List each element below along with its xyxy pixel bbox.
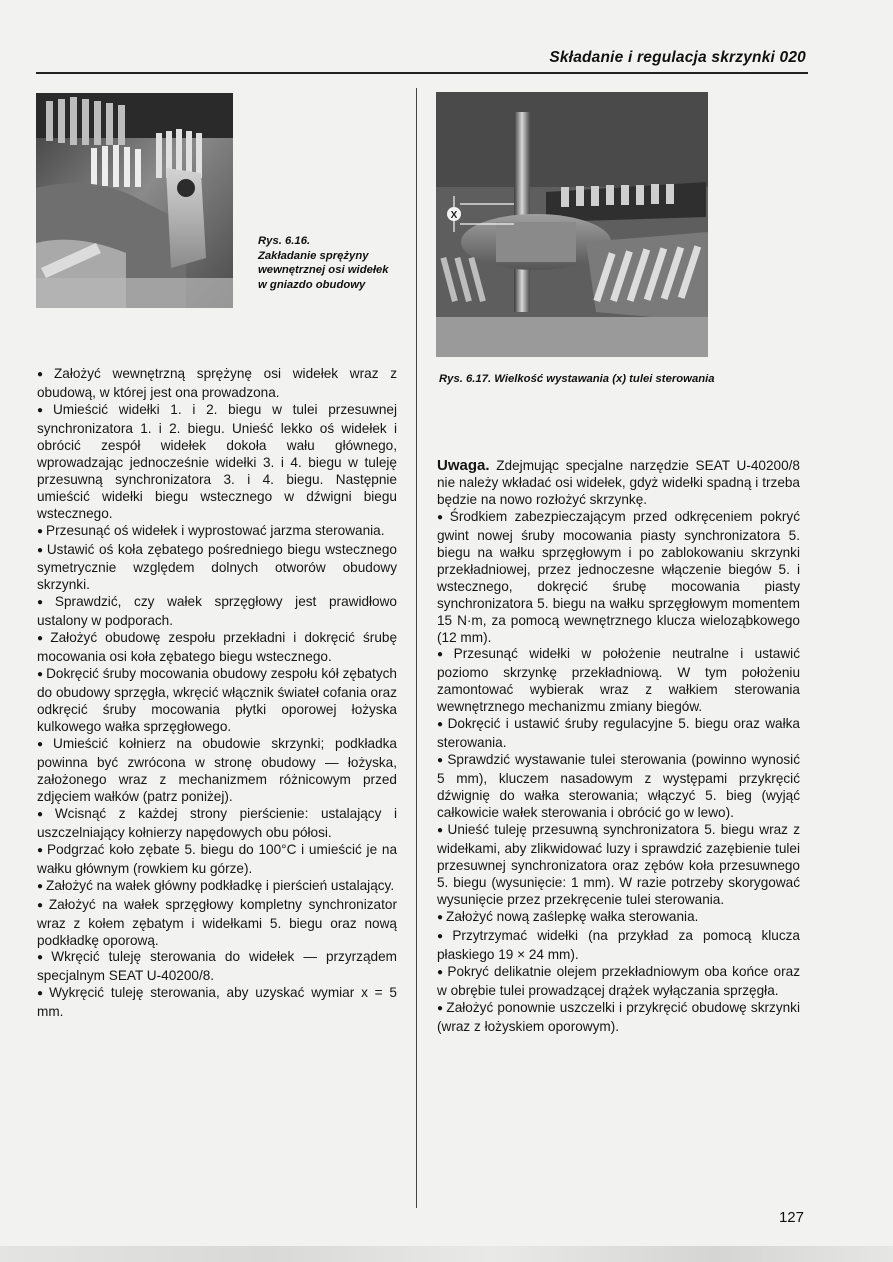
- paragraph: ● Przytrzymać widełki (na przykład za pomocą klucza płaskiego 19 × 24 mm).: [437, 928, 800, 964]
- figure-6-17-caption-text: Wielkość wystawania (x) tulei sterowania: [494, 373, 715, 385]
- paragraph: ● Sprawdzić, czy wałek sprzęgłowy jest prawidłowo ustalony w podporach.: [37, 594, 397, 630]
- figure-6-17-title: Rys. 6.17.: [439, 373, 492, 385]
- paragraph: ● Założyć obudowę zespołu przekładni i dokręcić śrubę mocowania osi koła zębatego biegu wstecznego.: [37, 630, 397, 666]
- paragraph: ● Wykręcić tuleję sterowania, aby uzyskać wymiar x = 5 mm.: [37, 985, 397, 1021]
- note-label: Uwaga.: [437, 457, 490, 474]
- paragraph: ● Założyć na wałek sprzęgłowy kompletny synchronizator wraz z kołem zębatym i widełkami 5. biegu oraz nową podkładkę oporową.: [37, 897, 397, 950]
- right-column-text: [437, 458, 800, 1035]
- paragraph: ● Unieść tuleję przesuwną synchronizatora 5. biegu wraz z widełkami, aby zlikwidować luzy i sprawdzić zazębienie tulei przesuwnej synchronizatora oraz zębów koła przesuwnego 5. biegu (wysunięcie: 1 mm). W razie potrzeby skorygować wysunięcie przez przekręcenie tulei sterowania.: [437, 822, 800, 909]
- column-divider: [416, 88, 417, 1208]
- paragraph: ● Założyć wewnętrzną sprężynę osi widełek wraz z obudową, w której jest ona prowadzona.: [37, 366, 397, 402]
- paragraph: ● Dokręcić śruby mocowania obudowy zespołu kół zębatych do obudowy sprzęgła, wkręcić włącznik świateł cofania oraz odkręcić śruby mocowania płytki oporowej łożyska kulkowego wałka sprzęgłowego.: [37, 666, 397, 736]
- note-paragraph: [437, 458, 800, 509]
- paragraph: ● Założyć ponownie uszczelki i przykręcić obudowę skrzynki (wraz z łożyskiem oporowym).: [437, 1000, 800, 1036]
- figure-6-16-title: Rys. 6.16.: [258, 235, 311, 247]
- paragraph: ● Środkiem zabezpieczającym przed odkręceniem pokryć gwint nowej śruby mocowania piasty synchronizatora 5. biegu na wałku sprzęgłowym i po zablokowaniu skrzynki przekładniowej, przez jednoczesne włączenie biegów 5. i wstecznego, dokręcić śrubę mocowania piasty synchronizatora 5. biegu na wałku sprzęgłowym momentem 15 N·m, za pomocą wewnętrznego klucza wieloząbkowego (12 mm).: [437, 509, 800, 647]
- figure-6-16-illustration: [36, 93, 233, 308]
- paragraph: ● Przesunąć oś widełek i wyprostować jarzma sterowania.: [37, 523, 397, 542]
- header-rule: [36, 72, 808, 74]
- page-number: 127: [778, 1209, 804, 1226]
- paragraph: ● Założyć nową zaślepkę wałka sterowania.: [437, 909, 800, 928]
- figure-6-17-photo: [436, 92, 708, 357]
- paragraph: ● Wcisnąć z każdej strony pierścienie: ustalający i uszczelniający kołnierzy napędowych obu półosi.: [37, 806, 397, 842]
- figure-6-16-caption-text: Zakładanie sprężyny wewnętrznej osi widełek w gniazdo obudowy: [258, 249, 389, 291]
- paragraph: ● Umieścić kołnierz na obudowie skrzynki; podkładka powinna być zwrócona w stronę obudowy — łożyska, założonego wraz z mechanizmem różnicowym przed zdjęciem wałków (patrz poniżej).: [37, 736, 397, 806]
- figure-6-16-photo: [36, 93, 233, 308]
- paragraph: ● Założyć na wałek główny podkładkę i pierścień ustalający.: [37, 878, 397, 897]
- paragraph: ● Przesunąć widełki w położenie neutralne i ustawić poziomo skrzynkę przekładniową. W tym położeniu zamontować wybierak wraz z wałkiem sterowania wewnętrznego mechanizmu zmiany biegów.: [437, 646, 800, 716]
- paragraph: ● Ustawić oś koła zębatego pośredniego biegu wstecznego symetrycznie względem dolnych otworów obudowy skrzynki.: [37, 542, 397, 595]
- scan-edge-shading: [0, 1246, 893, 1262]
- figure-6-16-caption: [258, 234, 398, 292]
- figure-6-17-illustration: [436, 92, 708, 357]
- paragraph: ● Wkręcić tuleję sterowania do widełek — przyrządem specjalnym SEAT U-40200/8.: [37, 949, 397, 985]
- paragraph: ● Umieścić widełki 1. i 2. biegu w tulei przesuwnej synchronizatora 1. i 2. biegu. Unieść lekko oś widełek i obrócić zespół widełek dokoła wału głównego, wprowadzając jednocześnie widełki 3. i 4. biegu w tuleję przesuwną synchronizatora 3. i 4. biegu. Następnie umieścić widełki biegu wstecznego w dźwigni biegu wstecznego.: [37, 402, 397, 523]
- figure-6-17-x-label: X: [450, 210, 458, 221]
- running-header: Składanie i regulacja skrzynki 020: [549, 49, 806, 66]
- paragraph: ● Sprawdzić wystawanie tulei sterowania (powinno wynosić 5 mm), kluczem nasadowym z występami przykręcić dźwignię do wałka sterowania; włączyć 5. bieg (wyjąć całkowicie wałek sterowania i obrócić go w lewo).: [437, 752, 800, 822]
- paragraph: ● Podgrzać koło zębate 5. biegu do 100°C i umieścić je na wałku głównym (rowkiem ku górze).: [37, 842, 397, 878]
- figure-6-17-caption: [439, 372, 811, 387]
- left-column-text: [37, 366, 397, 1021]
- paragraph: ● Dokręcić i ustawić śruby regulacyjne 5. biegu oraz wałka sterowania.: [437, 716, 800, 752]
- note-text: Zdejmując specjalne narzędzie SEAT U-40200/8 nie należy wkładać osi widełek, gdyż widełki spadną i trzeba będzie na nowo rozłożyć skrzynkę.: [437, 458, 800, 507]
- paragraph: ● Pokryć delikatnie olejem przekładniowym oba końce oraz w obrębie tulei prowadzącej drążek wyłączania sprzęgła.: [437, 964, 800, 1000]
